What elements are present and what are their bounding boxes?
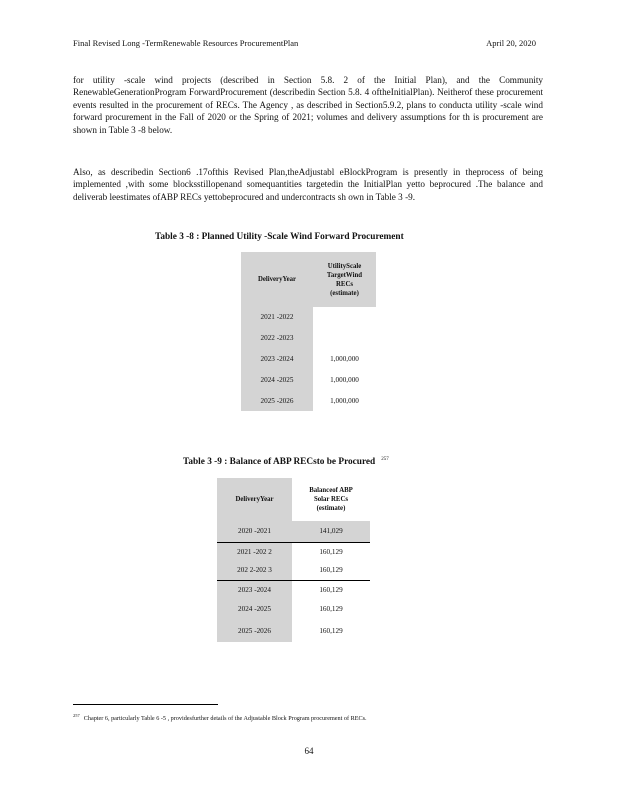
table-row <box>217 599 370 619</box>
year-cell: 2023 -2024 <box>217 580 292 599</box>
table-9-col1-header: DeliveryYear <box>217 478 292 521</box>
table-9-col2-header <box>292 478 370 521</box>
header-date: April 20, 2020 <box>486 38 536 48</box>
table-row <box>217 619 370 642</box>
table-8-col2-line1: UtilityScale <box>327 262 362 270</box>
value-cell: 1,000,000 <box>313 348 376 369</box>
footnote-marker: 257 <box>73 713 80 718</box>
table-8-col2-line2: TargetWind <box>326 271 363 279</box>
table-9 <box>217 478 370 642</box>
year-cell: 2021 -2022 <box>241 307 313 327</box>
table-row <box>217 561 370 580</box>
footnote-separator <box>73 704 218 705</box>
year-cell: 202 2-202 3 <box>217 561 292 580</box>
year-cell: 2025 -2026 <box>241 390 313 411</box>
value-cell: 160,129 <box>292 580 370 599</box>
table-9-col2-line3: (estimate) <box>316 505 346 512</box>
table-row <box>241 307 376 327</box>
paragraph-1: for utility -scale wind projects (described in Section 5.8. 2 of the Initial Plan), and the Community RenewableGenerationProgram ForwardProcurement (describedin Section 5.8. 4 oftheInitialPlan). Neitherof these procurement events resulted in the procurement of RECs. The Agency , as described in Section5.9.2, plans to conducta utility -scale wind forward procurement in the Fall of 2020 or the Spring of 2021; volumes and delivery assumptions for th is procurement are shown in Table 3 -8 below. <box>73 75 543 135</box>
table-row <box>217 580 370 599</box>
value-cell <box>313 327 376 348</box>
value-cell: 1,000,000 <box>313 369 376 390</box>
value-cell: 160,129 <box>292 619 370 642</box>
year-cell: 2020 -2021 <box>217 521 292 542</box>
year-cell: 2024 -2025 <box>217 599 292 619</box>
year-cell: 2021 -202 2 <box>217 542 292 561</box>
table-row <box>241 348 376 369</box>
table-9-col2-line1: Balanceof ABP <box>309 487 353 494</box>
footnote-text: Chapter 6, particularly Table 6 -5 , providesfurther details of the Adjustable Block Program procurement of RECs. <box>83 715 367 723</box>
table-9-caption-text: Table 3 -9 : Balance of ABP RECsto be Procured <box>183 457 376 468</box>
footnote-ref: 257 <box>381 457 389 462</box>
year-cell: 2024 -2025 <box>241 369 313 390</box>
table-8-col2-line3: RECs <box>336 280 353 288</box>
value-cell: 160,129 <box>292 542 370 561</box>
year-cell: 2023 -2024 <box>241 348 313 369</box>
running-header: Final Revised Long -TermRenewable Resources ProcurementPlan <box>73 38 299 48</box>
value-cell: 160,129 <box>292 561 370 580</box>
footnote <box>73 713 367 722</box>
year-cell: 2022 -2023 <box>241 327 313 348</box>
table-8-col1-header: DeliveryYear <box>241 252 313 307</box>
table-row <box>241 369 376 390</box>
value-cell: 1,000,000 <box>313 390 376 411</box>
year-cell: 2025 -2026 <box>217 619 292 642</box>
value-cell: 160,129 <box>292 599 370 619</box>
table-8 <box>241 252 376 411</box>
table-8-caption: Table 3 -8 : Planned Utility -Scale Wind Forward Procurement <box>155 232 404 242</box>
value-cell <box>313 307 376 327</box>
table-row <box>241 327 376 348</box>
paragraph-2: Also, as describedin Section6 .17ofthis Revised Plan,theAdjustabl eBlockProgram is presently in theprocess of being implemented ,with some blocksstillopenand somequantities targetedin the InitialPlan yetto beprocured .The balance and deliverab leestimates ofABP RECs yettobeprocured and undercontracts sh own in Table 3 -9. <box>73 167 543 202</box>
page-number: 64 <box>304 746 314 756</box>
table-8-col2-line4: (estimate) <box>330 289 359 297</box>
value-cell: 141,029 <box>292 521 370 542</box>
table-row <box>217 521 370 542</box>
table-9-col2-line2: Solar RECs <box>313 496 349 503</box>
table-9-caption <box>183 457 389 467</box>
table-row <box>241 390 376 411</box>
table-8-col2-header <box>313 252 376 307</box>
table-row <box>217 542 370 561</box>
